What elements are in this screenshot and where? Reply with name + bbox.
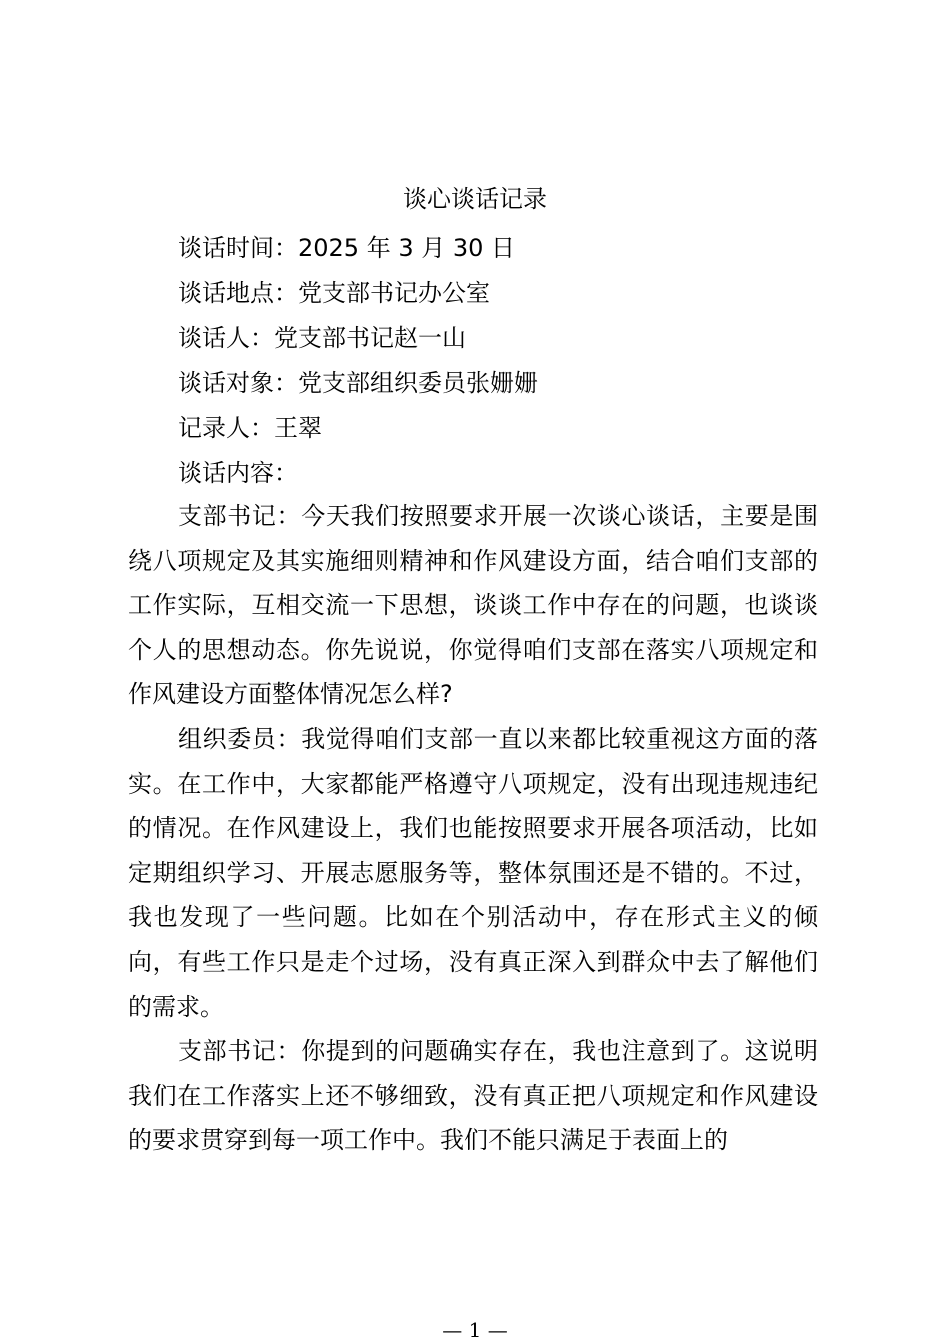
document-title: 谈心谈话记录 — [403, 185, 547, 213]
paragraph: 支部书记：今天我们按照要求开展一次谈心谈话，主要是围绕八项规定及其实施细则精神和作风建设方面，结合咱们支部的工作实际，互相交流一下思想，谈谈工作中存在的问题，也谈谈个人的思想动态。你先说说，你觉得咱们支部在落实八项规定和作风建设方面整体情况怎么样? — [128, 502, 818, 709]
interviewee: 谈话对象：党支部组织委员张姗姗 — [178, 369, 538, 397]
paragraph: 组织委员：我觉得咱们支部一直以来都比较重视这方面的落实。在工作中，大家都能严格遵守八项规定，没有出现违规违纪的情况。在作风建设上，我们也能按照要求开展各项活动，比如定期组织学习、开展志愿服务等，整体氛围还是不错的。不过，我也发现了一些问题。比如在个别活动中，存在形式主义的倾向，有些工作只是走个过场，没有真正深入到群众中去了解他们的需求。 — [128, 724, 818, 1021]
recorder: 记录人：王翠 — [178, 414, 322, 442]
meeting-info — [128, 226, 818, 496]
conversation-content — [128, 494, 818, 1163]
paragraph: 支部书记：你提到的问题确实存在，我也注意到了。这说明我们在工作落实上还不够细致，没有真正把八项规定和作风建设的要求贯穿到每一项工作中。我们不能只满足于表面上的 — [128, 1037, 818, 1155]
page-number: — 1 — — [442, 1318, 508, 1342]
meeting-time: 谈话时间：2025 年 3 月 30 日 — [178, 234, 516, 262]
interviewer: 谈话人：党支部书记赵一山 — [178, 324, 466, 352]
meeting-location: 谈话地点：党支部书记办公室 — [178, 279, 490, 307]
content-heading: 谈话内容： — [178, 459, 298, 487]
